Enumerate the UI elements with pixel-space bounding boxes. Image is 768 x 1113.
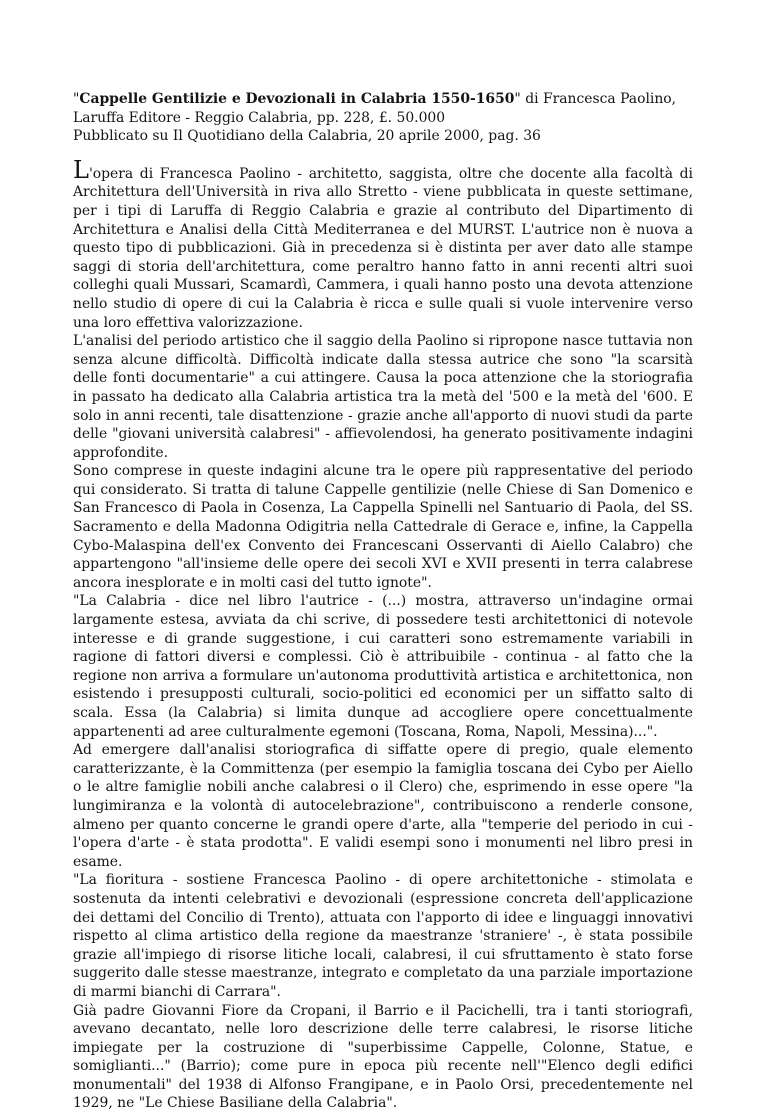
article-body bbox=[73, 161, 693, 1113]
paragraph-5: Ad emergere dall'analisi storiografica di siffatte opere di pregio, quale elemento caratterizzante, è la Committenza (per esempio la famiglia toscana dei Cybo per Aiello o le altre famiglie nobili anche calabresi o il Clero) che, esprimendo in esse opere "la lungimiranza e la volontà di autocelebrazione", contribuiscono a renderle consone, almeno per quanto concerne le grandi opere d'arte, alla "temperie del periodo in cui - l'opera d'arte - è stata prodotta". E validi esempi sono i monumenti nel libro presi in esame. bbox=[73, 741, 693, 871]
paragraph-1 bbox=[73, 161, 693, 332]
paragraph-7: Già padre Giovanni Fiore da Cropani, il Barrio e il Pacichelli, tra i tanti storiografi, avevano decantato, nelle loro descrizione delle terre calabresi, le risorse litiche impiegate per la costruzione di "superbissime Cappelle, Colonne, Statue, e somiglianti..." (Barrio); come pure in epoca più recente nell'"Elenco degli edifici monumentali" del 1938 di Alfonso Frangipane, e in Paolo Orsi, precedentemente nel 1929, ne "Le Chiese Basiliane della Calabria". bbox=[73, 1002, 693, 1113]
drop-cap: L bbox=[73, 156, 89, 184]
header-title-line bbox=[73, 90, 693, 109]
title-author: " di Francesca Paolino, bbox=[514, 91, 676, 107]
article-header bbox=[73, 90, 693, 146]
title-open-quote: " bbox=[73, 91, 79, 107]
publisher-line: Laruffa Editore - Reggio Calabria, pp. 228, £. 50.000 bbox=[73, 109, 693, 128]
paragraph-2: L'analisi del periodo artistico che il saggio della Paolino si ripropone nasce tuttavia non senza alcune difficoltà. Difficoltà indicate dalla stessa autrice che sono "la scarsità delle fonti documentarie" a cui attingere. Causa la poca attenzione che la storiografia in passato ha dedicato alla Calabria artistica tra la metà del '500 e la metà del '600. E solo in anni recenti, tale disattenzione - grazie anche all'apporto di nuovi studi da parte delle "giovani università calabresi" - affievolendosi, ha generato positivamente indagini approfondite. bbox=[73, 332, 693, 462]
paragraph-4: "La Calabria - dice nel libro l'autrice - (...) mostra, attraverso un'indagine ormai largamente estesa, avviata da chi scrive, di possedere testi architettonici di notevole interesse e di grande suggestione, i cui caratteri sono estremamente variabili in ragione di fattori diversi e complessi. Ciò è attribuibile - continua - al fatto che la regione non arriva a formulare un'autonoma produttività artistica e architettonica, non esistendo i presupposti culturali, socio-politici ed economici per un siffatto salto di scala. Essa (la Calabria) si limita dunque ad accogliere opere concettualmente appartenenti ad aree culturalmente egemoni (Toscana, Roma, Napoli, Messina)...". bbox=[73, 592, 693, 741]
publication-line: Pubblicato su Il Quotidiano della Calabria, 20 aprile 2000, pag. 36 bbox=[73, 127, 693, 146]
paragraph-3: Sono comprese in queste indagini alcune tra le opere più rappresentative del periodo qui considerato. Si tratta di talune Cappelle gentilizie (nelle Chiese di San Domenico e San Francesco di Paola in Cosenza, La Cappella Spinelli nel Santuario di Paola, del SS. Sacramento e della Madonna Odigitria nella Cattedrale di Gerace e, infine, la Cappella Cybo-Malaspina dell'ex Convento dei Francescani Osservanti di Aiello Calabro) che appartengono "all'insieme delle opere dei secoli XVI e XVII presenti in terra calabrese ancora inesplorate e in molti casi del tutto ignote". bbox=[73, 462, 693, 592]
paragraph-6: "La fioritura - sostiene Francesca Paolino - di opere architettoniche - stimolata e sostenuta da intenti celebrativi e devozionali (espressione concreta dell'applicazione dei dettami del Concilio di Trento), attuata con l'apporto di idee e linguaggi innovativi rispetto al clima artistico della regione da maestranze 'straniere' -, è stata possibile grazie all'impiego di risorse litiche locali, calabresi, il cui sfruttamento è stato forse suggerito dalle stesse maestranze, integrato e completato da una parziale importazione di marmi bianchi di Carrara". bbox=[73, 871, 693, 1001]
document-page bbox=[73, 90, 693, 1113]
book-title: Cappelle Gentilizie e Devozionali in Calabria 1550-1650 bbox=[79, 91, 514, 107]
paragraph-1-text: 'opera di Francesca Paolino - architetto, saggista, oltre che docente alla facoltà di Architettura dell'Università in riva allo Stretto - viene pubblicata in queste settimane, per i tipi di Laruffa di Reggio Calabria e grazie al contributo del Dipartimento di Architettura e Analisi della Città Mediterranea e del MURST. L'autrice non è nuova a questo tipo di pubblicazioni. Già in precedenza si è distinta per aver dato alle stampe saggi di storia dell'architettura, come peraltro hanno fatto in anni recenti altri suoi colleghi quali Mussari, Scamardì, Cammera, i quali hanno posto una devota attenzione nello studio di opere di cui la Calabria è ricca e sulle quali si vuole intervenire verso una loro effettiva valorizzazione. bbox=[73, 166, 693, 331]
